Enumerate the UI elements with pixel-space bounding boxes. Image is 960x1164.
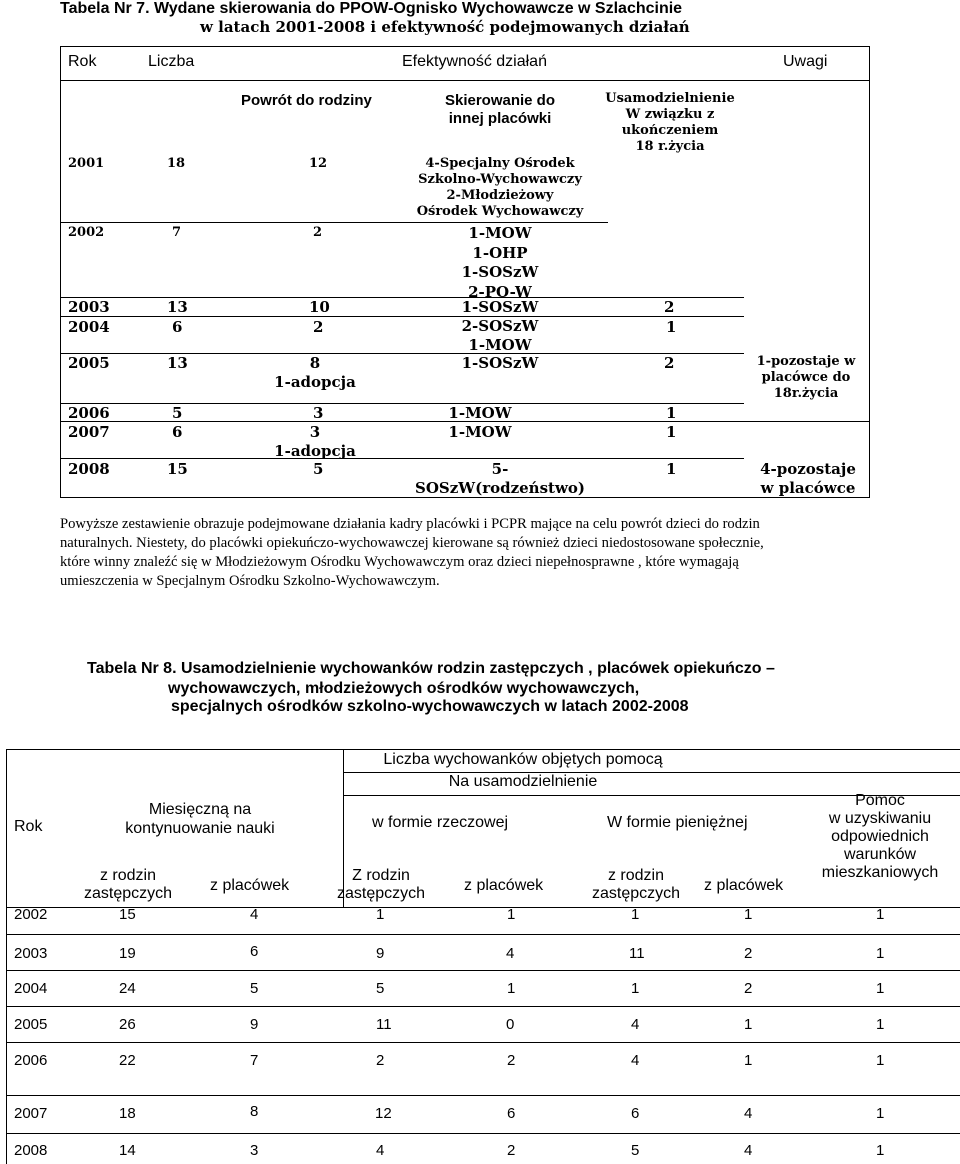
t7-rok: 2005 (68, 354, 110, 372)
t8-cell: 8 (250, 1103, 259, 1120)
t8-cell: 6 (507, 1105, 516, 1122)
t8-sub-placowek: z placówek (704, 877, 784, 894)
t7-skier (390, 156, 610, 220)
t8-cell: 19 (119, 945, 136, 962)
t8-cell: 1 (876, 1105, 885, 1122)
table8-caption-line2: wychowawczych, młodzieżowych ośrodków wychowawczych, (168, 680, 640, 697)
t8-cell: 5 (250, 980, 259, 997)
t7-rok: 2004 (68, 318, 110, 336)
t7-skier (410, 460, 590, 498)
t8-hdr-pomoc-line: mieszkaniowych (821, 864, 939, 881)
t7-skier-line: 2-Młodzieżowy (446, 188, 554, 203)
t7-hdr-usam-l4: 18 r.życia (635, 139, 705, 154)
t8-cell: 11 (376, 1016, 392, 1033)
t7-powrot: 5 (313, 460, 324, 478)
t7-hdr-rok: Rok (68, 53, 97, 70)
t8-cell: 12 (375, 1105, 392, 1122)
t7-row-divider (60, 222, 608, 223)
t7-powrot-line: 3 (309, 423, 321, 441)
t7-hdr-uwagi: Uwagi (783, 53, 828, 70)
t8-cell: 1 (876, 1052, 885, 1069)
t7-powrot (260, 354, 370, 392)
t7-liczba: 5 (172, 404, 183, 422)
t8-cell: 4 (631, 1016, 640, 1033)
t8-cell: 5 (631, 1142, 640, 1159)
paragraph-line: Powyższe zestawienie obrazuje podejmowane działania kadry placówki i PCPR mające na celu powrót dzieci do rodzin (60, 516, 760, 532)
t7-hdr-skierowanie (420, 92, 580, 128)
t7-skier: 1-MOW (448, 404, 512, 422)
t7-rok: 2002 (68, 225, 105, 240)
t7-row-divider (60, 316, 744, 317)
t8-cell: 1 (876, 1016, 885, 1033)
t8-cell: 1 (876, 980, 885, 997)
t8-hdr-liczba: Liczba wychowanków objętych pomocą (383, 751, 663, 768)
t8-cell: 1 (631, 906, 640, 923)
t8-sub-rodzin-l1: z rodzin (607, 867, 665, 884)
t8-rok: 2007 (14, 1105, 48, 1122)
table8-caption-line3: specjalnych ośrodków szkolno-wychowawczych w latach 2002-2008 (171, 698, 689, 715)
t8-cell: 1 (876, 1142, 885, 1159)
t8-cell: 11 (629, 945, 645, 962)
t7-skier-line: Szkolno-Wychowawczy (418, 172, 582, 187)
t7-uwagi-line: 1-pozostaje w (756, 354, 856, 369)
t7-liczba: 6 (172, 318, 183, 336)
paragraph-line: które winny znaleźć się w Młodzieżowym Ośrodku Wychowawczym oraz dzieci niepełnosprawne , które wymagają (60, 554, 739, 570)
t7-hdr-skierowanie-l2: innej placówki (448, 110, 552, 127)
t7-skier-line: 2-SOSzW (461, 317, 539, 335)
t8-cell: 9 (376, 945, 385, 962)
t7-usam: 2 (664, 354, 675, 372)
t8-cell: 9 (250, 1016, 259, 1033)
t7-skier-line: 2-PO-W (468, 282, 532, 301)
t8-sub-rodzin (576, 867, 696, 903)
t8-sub-rodzin-l2: zastępczych (336, 885, 426, 902)
t7-rok: 2008 (68, 460, 110, 478)
t8-cell: 2 (376, 1052, 385, 1069)
t8-cell: 5 (376, 980, 385, 997)
t7-hdr-usam (600, 91, 740, 155)
t8-rok: 2002 (14, 906, 48, 923)
t8-hdr-pieniezna: W formie pieniężnej (607, 814, 748, 831)
t8-sub-rodzin-l1: z rodzin (99, 867, 157, 884)
t8-sub-rodzin (321, 867, 441, 903)
t8-row-divider (6, 1133, 960, 1134)
t7-hdr-liczba: Liczba (148, 53, 195, 70)
t8-sub-rodzin (68, 867, 188, 903)
t8-row-divider (6, 1095, 960, 1096)
t8-cell: 4 (376, 1142, 385, 1159)
t7-usam: 1 (666, 318, 677, 336)
t7-powrot (260, 423, 370, 461)
t8-hdr-rok: Rok (14, 818, 43, 835)
t7-liczba: 13 (167, 354, 188, 372)
t8-cell: 4 (250, 906, 259, 923)
t8-cell: 1 (744, 906, 753, 923)
t7-header-divider (60, 80, 870, 81)
t7-uwagi-line: w placówce (760, 479, 856, 497)
t7-hdr-skierowanie-l1: Skierowanie do (444, 92, 556, 109)
t8-hdr-pomoc-line: odpowiednich (831, 828, 929, 845)
t7-uwagi-line: 18r.życia (773, 386, 839, 401)
t8-left-border (6, 749, 7, 1164)
table7-caption-line1: Tabela Nr 7. Wydane skierowania do PPOW-Ognisko Wychowawcze w Szlachcinie (60, 0, 683, 17)
t7-skier-line: 1-OHP (472, 243, 528, 262)
t8-cell: 14 (119, 1142, 136, 1159)
t8-row-divider (6, 970, 960, 971)
t7-row-divider (60, 297, 744, 298)
t7-liczba: 6 (172, 423, 183, 441)
t8-rok: 2005 (14, 1016, 48, 1033)
t8-hdr-pomoc (805, 792, 955, 882)
t7-skier: 1-SOSzW (461, 354, 539, 372)
t7-powrot: 2 (313, 225, 323, 240)
t7-skier-line: 1-MOW (468, 224, 532, 242)
t7-usam: 1 (666, 423, 677, 441)
t8-cell: 18 (119, 1105, 136, 1122)
t7-skier-line: 4-Specjalny Ośrodek (425, 156, 575, 171)
t8-hdr-miesieczna-l2: kontynuowanie nauki (125, 820, 275, 837)
t7-skier (420, 224, 580, 302)
paragraph-line: umieszczenia w Specjalnym Ośrodku Szkolno-Wychowawczym. (60, 573, 440, 589)
t8-cell: 1 (631, 980, 640, 997)
t7-hdr-usam-l2: W związku z (625, 107, 715, 122)
t7-skier-line: 5- (491, 460, 509, 478)
table7-caption-line2: w latach 2001-2008 i efektywność podejmowanych działań (200, 18, 690, 36)
t8-cell: 6 (631, 1105, 640, 1122)
t7-liczba: 7 (172, 225, 182, 240)
t8-cell: 4 (744, 1105, 753, 1122)
t7-powrot: 12 (309, 156, 328, 171)
t8-cell: 2 (507, 1052, 516, 1069)
t8-cell: 4 (506, 945, 515, 962)
table8-caption-line1: Tabela Nr 8. Usamodzielnienie wychowanków rodzin zastępczych , placówek opiekuńczo – (87, 660, 775, 677)
t7-row-divider (60, 458, 744, 459)
t7-row-divider (60, 353, 744, 354)
t7-uwagi-line: placówce do (761, 370, 851, 385)
t8-cell: 3 (250, 1142, 259, 1159)
t7-skier: 1-SOSzW (461, 298, 539, 316)
t8-cell: 0 (506, 1016, 515, 1033)
t7-liczba: 15 (167, 460, 188, 478)
t7-powrot-line: 1-adopcja (274, 373, 356, 391)
t7-powrot: 2 (313, 318, 324, 336)
t8-hdr-pomoc-line: warunków (843, 846, 917, 863)
paragraph-line: naturalnych. Niestety, do placówki opiekuńczo-wychowawczej kierowane są również dzieci niedostosowane społecznie, (60, 535, 764, 551)
t8-hdr-miesieczna (90, 800, 310, 838)
t7-usam: 1 (666, 460, 677, 478)
t7-skier-line: SOSzW(rodzeństwo) (415, 479, 585, 497)
t8-cell: 1 (507, 980, 516, 997)
t8-hdr-miesieczna-l1: Miesięczną na (148, 801, 252, 818)
t7-powrot-line: 8 (309, 354, 321, 372)
t7-skier-line: Ośrodek Wychowawczy (416, 204, 584, 219)
t7-skier: 1-MOW (448, 423, 512, 441)
t8-cell: 1 (744, 1016, 753, 1033)
t7-powrot: 10 (309, 298, 330, 316)
t8-cell: 26 (119, 1016, 136, 1033)
t8-cell: 1 (744, 1052, 753, 1069)
t8-sub-placowek: z placówek (464, 877, 544, 894)
t8-top-border (6, 749, 960, 750)
t8-cell: 2 (744, 980, 753, 997)
t8-cell: 1 (507, 906, 516, 923)
t7-rok: 2007 (68, 423, 110, 441)
t8-row-divider (6, 1042, 960, 1043)
t8-cell: 2 (507, 1142, 516, 1159)
t8-cell: 1 (876, 945, 885, 962)
t7-usam: 1 (666, 404, 677, 422)
t7-skier-line: 1-MOW (468, 336, 532, 354)
t7-skier-line: 1-SOSzW (461, 263, 539, 281)
t8-row-divider (6, 934, 960, 935)
t7-rok: 2003 (68, 298, 110, 316)
t8-hdr-pomoc-line: w uzyskiwaniu (828, 810, 932, 827)
t8-cell: 1 (876, 906, 885, 923)
t8-cell: 6 (250, 943, 259, 960)
t7-powrot-line: 1-adopcja (274, 442, 356, 460)
t8-rok: 2003 (14, 945, 48, 962)
t7-liczba: 13 (167, 298, 188, 316)
t7-rok: 2001 (68, 156, 105, 171)
t8-sub-placowek: z placówek (210, 877, 290, 894)
t7-powrot: 3 (313, 404, 324, 422)
t8-cell: 22 (119, 1052, 136, 1069)
t8-hdr-pomoc-line: Pomoc (855, 792, 905, 809)
t8-cell: 15 (119, 906, 136, 923)
t7-liczba: 18 (167, 156, 186, 171)
t7-hdr-usam-l1: Usamodzielnienie (605, 91, 735, 106)
t8-cell: 1 (376, 906, 385, 923)
t8-sub-rodzin-l2: zastępczych (591, 885, 681, 902)
t8-cell: 4 (744, 1142, 753, 1159)
t8-cell: 4 (631, 1052, 640, 1069)
t7-uwagi (742, 354, 870, 402)
t8-rok: 2004 (14, 980, 48, 997)
t8-hdr-rzeczowa: w formie rzeczowej (372, 814, 509, 831)
t7-rok: 2006 (68, 404, 110, 422)
t8-sub-rodzin-l2: zastępczych (83, 885, 173, 902)
t7-uwagi-line: 4-pozostaje (760, 460, 856, 478)
t8-cell: 24 (119, 980, 136, 997)
t7-uwagi (748, 460, 868, 498)
t8-sub-rodzin-l1: Z rodzin (352, 867, 410, 884)
t7-row-divider (60, 421, 870, 422)
t8-rok: 2008 (14, 1142, 48, 1159)
t8-row-divider (6, 1006, 960, 1007)
t8-cell: 7 (250, 1052, 259, 1069)
t7-usam: 2 (664, 298, 675, 316)
t7-skier (420, 317, 580, 355)
t7-hdr-usam-l3: ukończeniem (621, 123, 719, 138)
summary-paragraph (60, 515, 940, 591)
t8-rok: 2006 (14, 1052, 48, 1069)
t8-row-divider (6, 907, 960, 908)
t7-hdr-powrot: Powrót do rodziny (241, 92, 372, 109)
t8-hdr-na-usam: Na usamodzielnienie (448, 773, 598, 790)
t7-hdr-efektywnosc: Efektywność działań (402, 53, 547, 70)
t8-cell: 2 (744, 945, 753, 962)
